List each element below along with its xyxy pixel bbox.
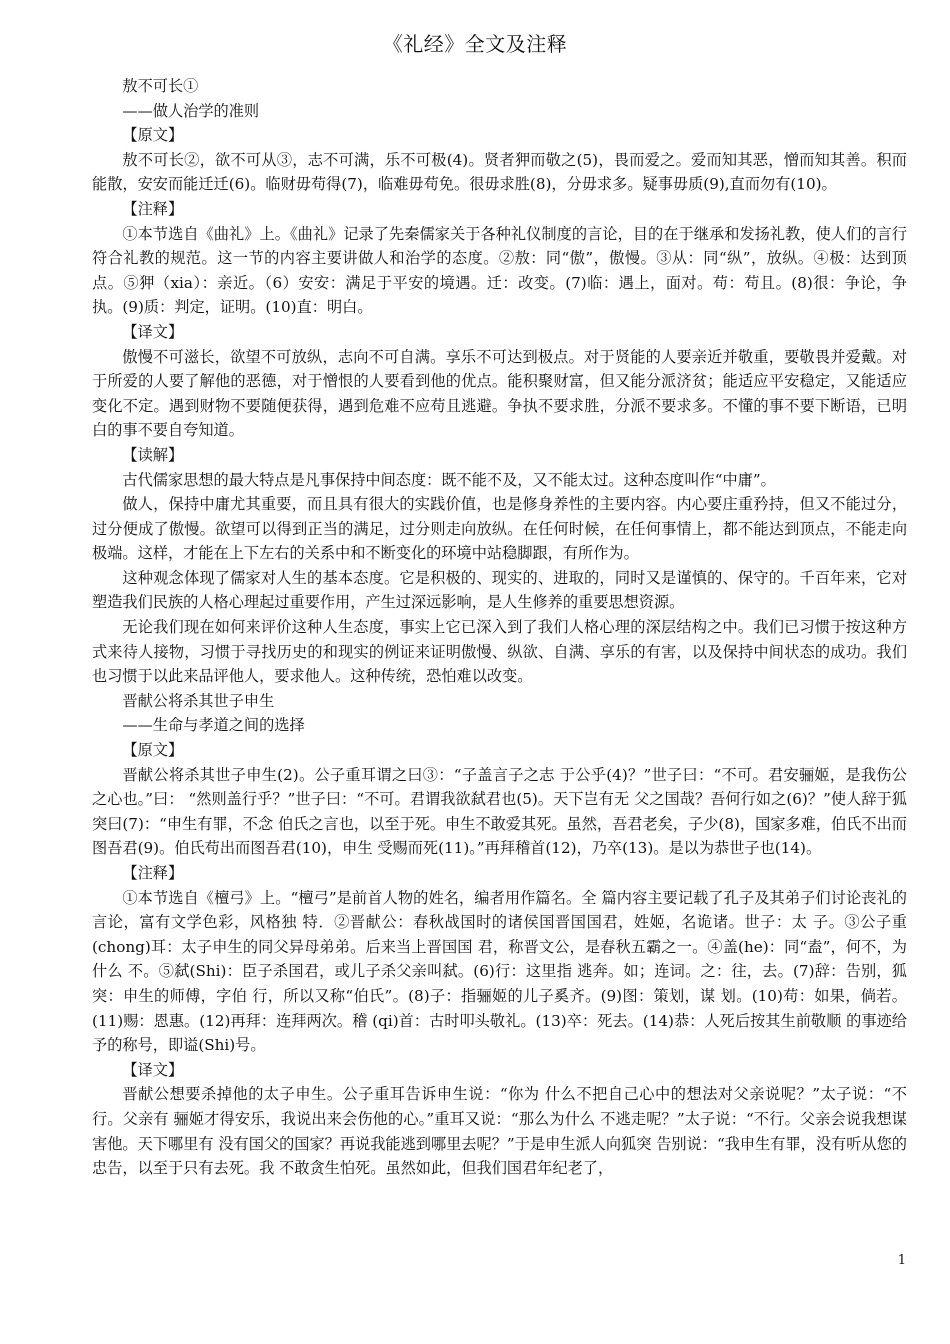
- section1-dujie-paragraph: 古代儒家思想的最大特点是凡事保持中间态度：既不能不及，又不能太过。这种态度叫作“中庸”。: [122, 470, 776, 489]
- section1-heading: 敖不可长①: [122, 77, 199, 95]
- section2-subtitle: ——生命与孝道之间的选择: [122, 716, 305, 735]
- section1-dujie-paragraph: 这种观念体现了儒家对人生的基本态度。它是积极的、现实的、进取的，同时又是谨慎的、保守的。千百年来，它对塑造我们民族的人格心理起过重要作用，产生过深远影响，是人生修养的重要思想资源。: [92, 568, 907, 612]
- section2-yuanwen: 晋献公将杀其世子申生(2)。公子重耳谓之曰③：“子盖言子之志 于公乎(4)？”世子曰：“不可。君安骊姬，是我伤公之心也。”曰： “然则盖行乎？”世子曰：“不可。君谓我欲弑君也(5)。天下岂有无 父之国哉？吾何行如之(6)？”使人辞于狐突曰(7)：“申生有罪，不念 伯氏之言也，以至于死。申生不敢爱其死。虽然，吾君老矣，子少(8)，国家多难，伯氏不出而图吾君(9)。伯氏苟出而图吾君(10)，申生 受赐而死(11)。”再拜稽首(12)，乃卒(13)。是以为恭世子也(14)。: [92, 765, 907, 858]
- page-number: 1: [897, 1253, 906, 1268]
- section1-dujie-label: 【读解】: [122, 445, 184, 464]
- section1-zhushi: ①本节选自《曲礼》上。《曲礼》记录了先秦儒家关于各种礼仪制度的言论，目的在于继承和发扬礼教，使人们的言行符合礼教的规范。这一节的内容主要讲做人和治学的态度。②敖：同“傲”，傲慢。③从：同“纵”，放纵。④极：达到顶点。⑤狎（xia）：亲近。（6）安安：满足于平安的境遇。迁：改变。(7)临：遇上，面对。苟：苟且。(8)很：争论，争执。(9)质：判定，证明。(10)直：明白。: [92, 224, 907, 317]
- document-title: 《礼经》全文及注释: [382, 32, 568, 56]
- section2-zhushi-label: 【注释】: [122, 864, 184, 882]
- section1-yiwen: 傲慢不可滋长，欲望不可放纵，志向不可自满。享乐不可达到极点。对于贤能的人要亲近并敬重，要敬畏并爱戴。对于所爱的人要了解他的恶德，对于憎恨的人要看到他的优点。能积聚财富，但又能分派济贫；能适应平安稳定，又能适应变化不定。遇到财物不要随便获得，遇到危难不应苟且逃避。争执不要求胜，分派不要求多。不懂的事不要下断语，已明白的事不要自夸知道。: [92, 347, 907, 440]
- section2-yiwen: 晋献公想要杀掉他的太子申生。公子重耳告诉申生说：“你为 什么不把自己心中的想法对父亲说呢？”太子说：“不行。父亲有 骊姬才得安乐，我说出来会伤他的心。”重耳又说：“那么为什么 不逃走呢？”太子说：“不行。父亲会说我想谋害他。天下哪里有 没有国父的国家？再说我能逃到哪里去呢？”于是申生派人向狐突 告别说：“我申生有罪，没有听从您的忠告，以至于只有去死。我 不敢贪生怕死。虽然如此，但我们国君年纪老了，: [92, 1085, 907, 1178]
- section1-yuanwen-label: 【原文】: [122, 126, 184, 145]
- section1-dujie-paragraph: 做人，保持中庸尤其重要，而且具有很大的实践价值，也是修身养性的主要内容。内心要庄重矜持，但又不能过分，过分便成了傲慢。欲望可以得到正当的满足，过分则走向放纵。在任何时候，在任何事情上，都不能达到顶点，不能走向极端。这样，才能在上下左右的关系中和不断变化的环境中站稳脚跟，有所作为。: [92, 495, 907, 563]
- section2-yiwen-label: 【译文】: [122, 1060, 184, 1079]
- section1-zhushi-label: 【注释】: [122, 199, 184, 218]
- section1-subtitle: ——做人治学的准则: [122, 101, 260, 120]
- section2-heading: 晋献公将杀其世子申生: [122, 691, 275, 710]
- section1-dujie-paragraph: 无论我们现在如何来评价这种人生态度，事实上它已深入到了我们人格心理的深层结构之中。我们已习惯于按这种方式来待人接物，习惯于寻找历史的和现实的例证来证明傲慢、纵欲、自满、享乐的有害，以及保持中间状态的成功。我们也习惯于以此来品评他人，要求他人。这种传统，恐怕难以改变。: [92, 618, 907, 686]
- section1-yiwen-label: 【译文】: [122, 322, 184, 341]
- section2-yuanwen-label: 【原文】: [122, 741, 184, 760]
- document-body: [92, 74, 907, 1181]
- section2-zhushi: ①本节选自《檀弓》上。“檀弓”是前首人物的姓名，编者用作篇名。全 篇内容主要记载了孔子及其弟子们讨论丧礼的言论，富有文学色彩，风格独 特．②晋献公：春秋战国时的诸侯国晋国国君，姓姬，名诡诸。世子：太 子。③公子重(chong)耳：太子申生的同父异母弟弟。后来当上晋国国 君，称晋文公，是春秋五霸之一。④盖(he)：同“盍”，何不，为什么 不。⑤弑(Shi)：臣子杀国君，或儿子杀父亲叫弑。(6)行：这里指 逃奔。如；连词。之：往，去。(7)辞：告别，狐突：申生的师傅，字伯 行，所以又称“伯氏”。(8)子：指骊姬的儿子奚齐。(9)图：策划，谋 划。(10)苟：如果，倘若。(11)赐：恩惠。(12)再拜：连拜两次。稽 (qi)首：古时叩头敬礼。(13)卒：死去。(14)恭：人死后按其生前敬顺 的事迹给予的称号，即谥(Shi)号。: [92, 888, 907, 1055]
- section1-yuanwen: 敖不可长②，欲不可从③，志不可满，乐不可极(4)。贤者狎而敬之(5)，畏而爱之。爱而知其恶，憎而知其善。积而能散，安安而能迁迁(6)。临财毋苟得(7)，临难毋苟免。很毋求胜(8)，分毋求多。疑事毋质(9),直而勿有(10)。: [92, 150, 907, 194]
